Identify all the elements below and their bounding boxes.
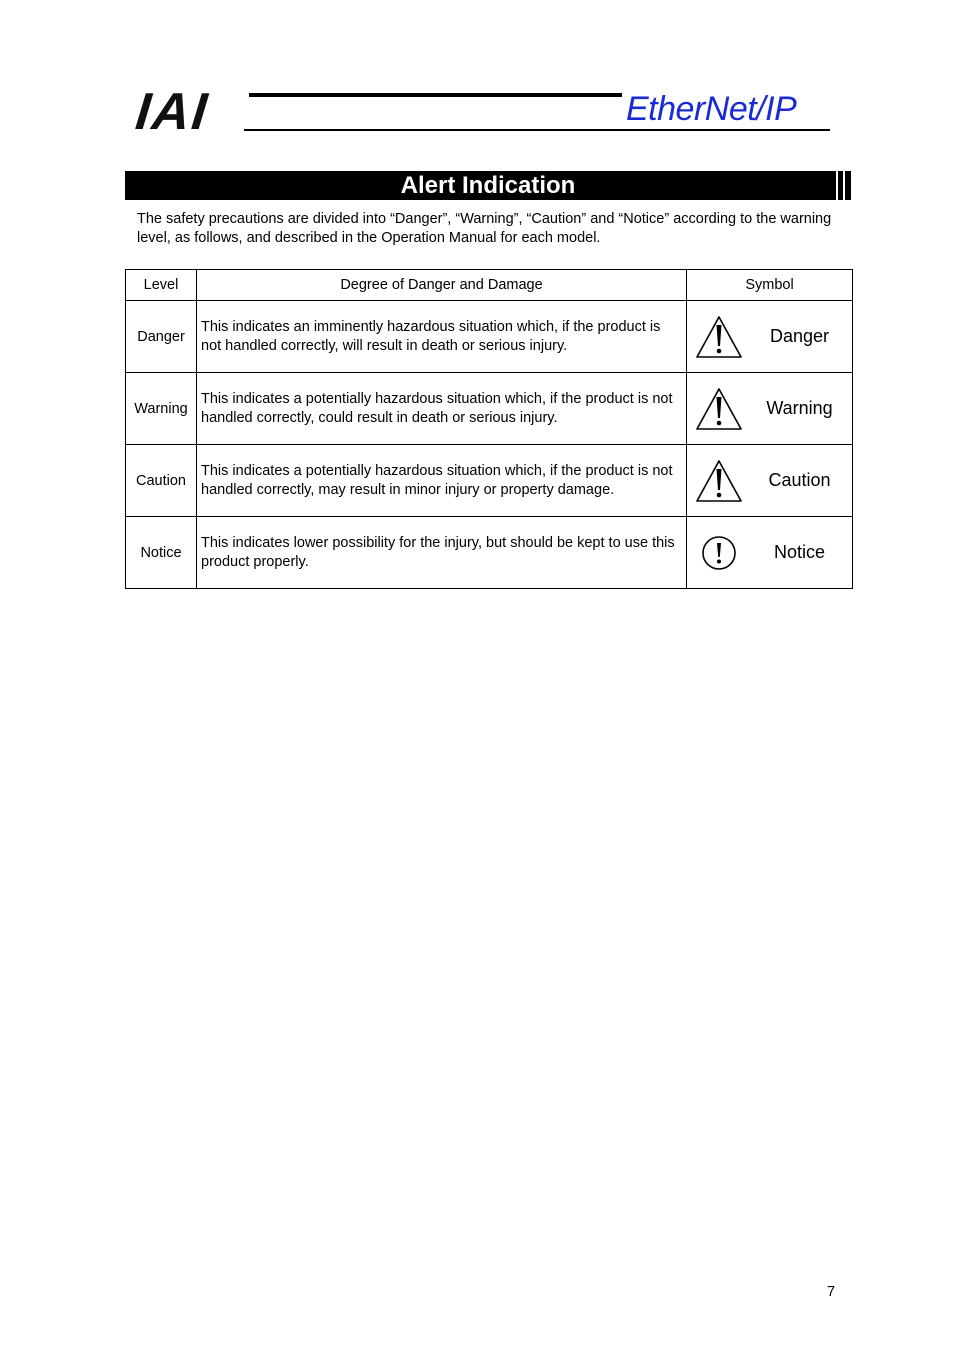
brand-logo: IAI xyxy=(132,83,212,141)
table-row xyxy=(126,301,853,373)
symbol-cell xyxy=(687,445,853,517)
section-title: Alert Indication xyxy=(400,172,576,199)
title-bar-divider xyxy=(836,171,838,200)
header-rule-top xyxy=(249,93,622,97)
table-row xyxy=(126,517,853,589)
warning-triangle-icon xyxy=(695,387,743,431)
page-number: 7 xyxy=(827,1284,836,1300)
alert-level-table xyxy=(125,269,853,589)
symbol-label: Danger xyxy=(769,326,830,346)
table-row xyxy=(126,445,853,517)
description-cell: This indicates a potentially hazardous situation which, if the product is not handled correctly, could result in death or serious injury. xyxy=(197,373,687,445)
level-cell: Warning xyxy=(126,373,197,445)
symbol-cell xyxy=(687,301,853,373)
column-header-symbol: Symbol xyxy=(687,270,853,301)
symbol-label: Caution xyxy=(768,470,831,490)
level-cell: Notice xyxy=(126,517,197,589)
header-rule-bottom xyxy=(244,129,830,131)
table-header-row xyxy=(126,270,853,301)
symbol-label: Notice xyxy=(773,542,826,562)
column-header-level: Level xyxy=(126,270,197,301)
table-row xyxy=(126,373,853,445)
symbol-cell xyxy=(687,517,853,589)
title-bar-divider xyxy=(843,171,845,200)
warning-triangle-icon xyxy=(695,459,743,503)
product-name: EtherNet/IP xyxy=(626,90,797,128)
description-cell: This indicates an imminently hazardous situation which, if the product is not handled correctly, will result in death or serious injury. xyxy=(197,301,687,373)
section-title-bar xyxy=(125,171,851,200)
column-header-degree: Degree of Danger and Damage xyxy=(197,270,687,301)
level-cell: Caution xyxy=(126,445,197,517)
symbol-cell xyxy=(687,373,853,445)
intro-paragraph: The safety precautions are divided into “Danger”, “Warning”, “Caution” and “Notice” according to the warning level, as follows, and described in the Operation Manual for each model. xyxy=(137,211,832,246)
description-cell: This indicates a potentially hazardous situation which, if the product is not handled correctly, may result in minor injury or property damage. xyxy=(197,445,687,517)
page-header xyxy=(132,83,836,141)
description-cell: This indicates lower possibility for the injury, but should be kept to use this product properly. xyxy=(197,517,687,589)
level-cell: Danger xyxy=(126,301,197,373)
exclamation-circle-icon xyxy=(695,531,743,575)
warning-triangle-icon xyxy=(695,315,743,359)
symbol-label: Warning xyxy=(766,398,833,418)
